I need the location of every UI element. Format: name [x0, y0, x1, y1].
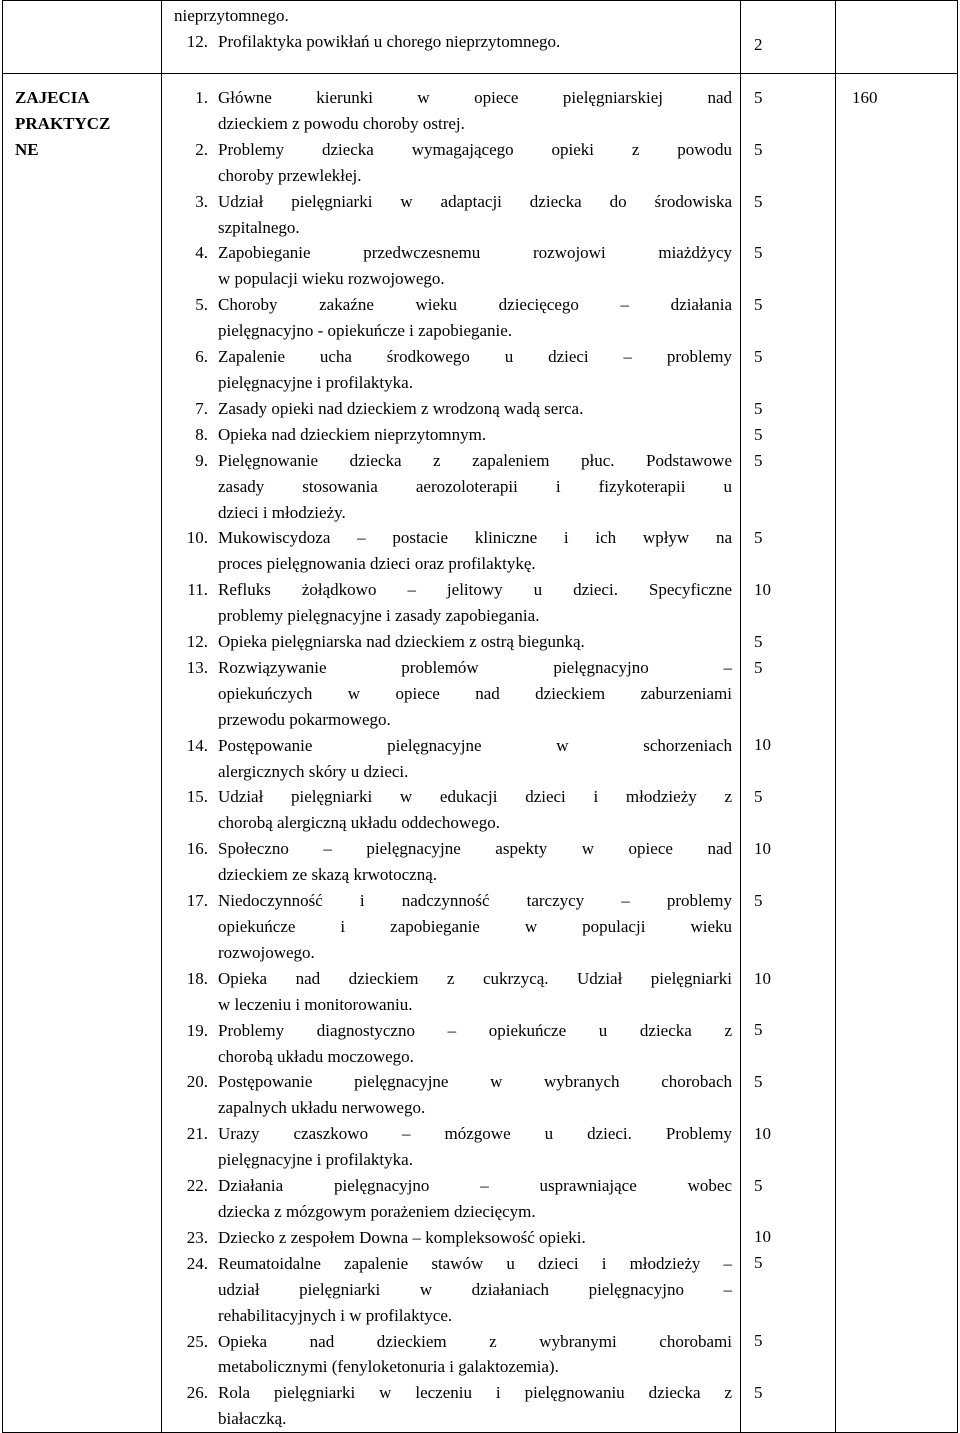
list-item	[172, 1173, 732, 1225]
item-number: 24.	[186, 1253, 208, 1273]
item-text	[218, 888, 732, 966]
item-hours: 5	[754, 1382, 763, 1402]
item-text	[218, 1121, 732, 1173]
item-hours: 5	[754, 787, 763, 807]
item-number: 21.	[186, 1124, 208, 1144]
item-number: 4.	[195, 243, 208, 263]
item-number: 19.	[186, 1020, 208, 1040]
list-item	[172, 1018, 732, 1070]
item-hours: 5	[754, 424, 763, 444]
item-text-line: Opieka nad dzieckiem nieprzytomnym.	[218, 424, 487, 444]
item-hours: 5	[754, 1072, 763, 1092]
list-item	[172, 344, 732, 396]
item-text-line: Udział pielęgniarki w edukacji dzieci i młodzieży z	[218, 787, 732, 807]
list-item	[172, 577, 732, 629]
item-text	[218, 1173, 732, 1225]
item-text	[218, 137, 732, 189]
table-row-section	[3, 74, 958, 1433]
item-text-line: Zasady opieki nad dzieckiem z wrodzoną wadą serca.	[218, 398, 584, 418]
item-text-line: Główne kierunki w opiece pielęgniarskiej nad	[218, 88, 732, 107]
item-hours: 5	[754, 1331, 763, 1351]
item-text	[218, 629, 732, 655]
list-item	[172, 29, 732, 55]
item-text-line: opiekuńczych w opiece nad dzieckiem zaburzeniami	[218, 683, 732, 703]
item-number: 1.	[195, 88, 208, 107]
list-item	[172, 1225, 732, 1251]
item-text-line: Opieka nad dzieckiem z cukrzycą. Udział pielęgniarki	[218, 968, 732, 988]
item-number: 23.	[186, 1227, 208, 1247]
item-text-line: zasady stosowania aerozoloterapii i fizykoterapii u	[218, 476, 732, 496]
item-text-line: dzieckiem ze skazą krwotoczną.	[218, 865, 437, 885]
item-text-line: Postępowanie pielęgnacyjne w wybranych chorobach	[218, 1072, 732, 1092]
item-text-line: rehabilitacyjnych i w profilaktyce.	[218, 1305, 453, 1325]
item-text-line: Urazy czaszkowo – mózgowe u dzieci. Problemy	[218, 1124, 732, 1144]
item-number: 18.	[186, 968, 208, 988]
item-text-line: białaczką.	[218, 1409, 287, 1429]
item-number: 7.	[195, 398, 208, 418]
item-text	[218, 784, 732, 836]
list-item	[172, 292, 732, 344]
item-text-line: udział pielęgniarki w działaniach pielęgnacyjno –	[218, 1279, 732, 1299]
list-item	[172, 1329, 732, 1381]
list-item	[172, 422, 732, 448]
item-text-line: dzieci i młodzieży.	[218, 502, 346, 522]
list-item	[172, 784, 732, 836]
item-number: 14.	[186, 735, 208, 755]
item-hours: 5	[754, 295, 763, 315]
item-hours: 5	[754, 528, 763, 548]
item-number: 8.	[195, 424, 208, 444]
item-hours: 10	[754, 580, 771, 600]
item-text-line: w populacji wieku rozwojowego.	[218, 269, 445, 289]
item-text	[218, 525, 732, 577]
item-text-line: Refluks żołądkowo – jelitowy u dzieci. Specyficzne	[218, 580, 732, 600]
item-number: 12.	[186, 31, 208, 51]
item-text-line: Pielęgnowanie dziecka z zapaleniem płuc. Podstawowe	[218, 450, 732, 470]
item-text-line: choroby przewlekłej.	[218, 165, 362, 185]
list-item	[172, 1121, 732, 1173]
item-hours: 2	[754, 35, 763, 54]
item-hours: 5	[754, 398, 763, 418]
item-text	[218, 85, 732, 137]
item-hours: 10	[754, 735, 771, 755]
item-text-line: Dziecko z zespołem Downa – kompleksowość opieki.	[218, 1227, 586, 1247]
item-text	[218, 966, 732, 1018]
topics-cell-top	[162, 1, 741, 74]
list-item	[172, 448, 732, 526]
table-row-top	[3, 1, 958, 74]
item-text-line: problemy pielęgnacyjne i zasady zapobiegania.	[218, 606, 540, 626]
item-text-line: rozwojowego.	[218, 942, 315, 962]
list-item	[172, 137, 732, 189]
item-text	[218, 655, 732, 733]
topics-cell	[162, 74, 741, 1433]
item-text	[218, 1329, 732, 1381]
item-text	[218, 396, 732, 422]
item-number: 3.	[195, 191, 208, 211]
item-text-line: Problemy diagnostyczno – opiekuńcze u dziecka z	[218, 1020, 732, 1040]
list-item	[172, 629, 732, 655]
item-text	[218, 1018, 732, 1070]
item-number: 17.	[186, 891, 208, 911]
item-text: Profilaktyka powikłań u chorego nieprzytomnego.	[218, 31, 561, 51]
hours-cell-top	[741, 1, 836, 74]
syllabus-table	[2, 0, 958, 1433]
item-hours: 5	[754, 1020, 763, 1040]
item-number: 6.	[195, 347, 208, 367]
item-text-line: Opieka nad dzieckiem z wybranymi chorobami	[218, 1331, 732, 1351]
list-item	[172, 525, 732, 577]
item-text-line: Opieka pielęgniarska nad dzieckiem z ostrą biegunką.	[218, 632, 585, 652]
item-text-line: przewodu pokarmowego.	[218, 709, 391, 729]
list-item	[172, 836, 732, 888]
list-item	[172, 733, 732, 785]
item-text-line: Społeczno – pielęgnacyjne aspekty w opiece nad	[218, 839, 732, 859]
item-text-line: szpitalnego.	[218, 217, 300, 237]
item-number: 25.	[186, 1331, 208, 1351]
item-hours: 10	[754, 1123, 771, 1143]
item-text-line: pielęgnacyjne i profilaktyka.	[218, 1150, 413, 1170]
item-number: 13.	[186, 657, 208, 677]
item-text-line: pielęgnacyjno - opiekuńcze i zapobieganie.	[218, 321, 513, 341]
total-cell-empty	[836, 1, 958, 74]
item-hours: 5	[754, 450, 763, 470]
item-hours: 5	[754, 890, 763, 910]
item-text-line: w leczeniu i monitorowaniu.	[218, 994, 413, 1014]
item-hours: 5	[754, 139, 763, 159]
item-text	[218, 189, 732, 241]
item-text-line: Niedoczynność i nadczynność tarczycy – problemy	[218, 891, 732, 911]
item-hours: 10	[754, 839, 771, 859]
item-text	[218, 448, 732, 526]
item-text-line: zapalnych układu nerwowego.	[218, 1098, 426, 1118]
item-text-line: chorobą alergiczną układu oddechowego.	[218, 813, 500, 833]
item-text-line: chorobą układu moczowego.	[218, 1046, 414, 1066]
list-item	[172, 966, 732, 1018]
item-text	[218, 240, 732, 292]
list-item	[172, 240, 732, 292]
item-text	[218, 577, 732, 629]
item-text	[218, 1069, 732, 1121]
item-text-line: Reumatoidalne zapalenie stawów u dzieci i młodzieży –	[218, 1253, 732, 1273]
item-hours: 5	[754, 657, 763, 677]
item-hours: 5	[754, 1175, 763, 1195]
item-text	[218, 1251, 732, 1329]
continuation-text: nieprzytomnego.	[174, 6, 289, 25]
item-hours: 5	[754, 88, 763, 107]
item-text-line: opiekuńcze i zapobieganie w populacji wieku	[218, 917, 732, 936]
item-text-line: Problemy dziecka wymagającego opieki z powodu	[218, 139, 732, 159]
list-item	[172, 1251, 732, 1329]
item-text-line: metabolicznymi (fenyloketonuria i galaktozemia).	[218, 1357, 559, 1377]
item-number: 11.	[187, 580, 208, 600]
item-number: 5.	[195, 295, 208, 315]
item-number: 26.	[186, 1383, 208, 1403]
category-cell	[3, 74, 162, 1433]
item-number: 2.	[195, 139, 208, 159]
item-hours: 10	[754, 1227, 771, 1247]
item-text-line: Zapalenie ucha środkowego u dzieci – problemy	[218, 347, 732, 367]
item-number: 9.	[195, 450, 208, 470]
item-number: 20.	[186, 1072, 208, 1092]
item-hours: 5	[754, 631, 763, 651]
item-number: 10.	[186, 528, 208, 548]
item-text	[218, 733, 732, 785]
item-text-line: pielęgnacyjne i profilaktyka.	[218, 372, 413, 392]
item-text	[218, 836, 732, 888]
item-text-line: dziecka z mózgowym porażeniem dziecięcym.	[218, 1201, 536, 1221]
item-hours: 5	[754, 243, 763, 263]
item-text	[218, 1225, 732, 1251]
item-number: 16.	[186, 839, 208, 859]
item-hours: 5	[754, 1253, 763, 1273]
item-hours: 5	[754, 346, 763, 366]
item-text-line: Postępowanie pielęgnacyjne w schorzeniach	[218, 735, 732, 755]
item-text-line: Działania pielęgnacyjno – usprawniające wobec	[218, 1176, 732, 1196]
total-hours-cell	[836, 74, 958, 1433]
item-text-line: alergicznych skóry u dzieci.	[218, 761, 409, 781]
item-text-line: dzieckiem z powodu choroby ostrej.	[218, 113, 465, 133]
item-hours: 5	[754, 191, 763, 211]
total-hours: 160	[852, 88, 878, 107]
list-item	[172, 396, 732, 422]
item-text-line: Mukowiscydoza – postacie kliniczne i ich wpływ na	[218, 528, 732, 548]
item-number: 15.	[186, 787, 208, 807]
item-text-line: Rozwiązywanie problemów pielęgnacyjno –	[218, 657, 732, 677]
item-text-line: Zapobieganie przedwczesnemu rozwojowi miażdżycy	[218, 243, 732, 263]
item-text-line: Choroby zakaźne wieku dziecięcego – działania	[218, 295, 732, 315]
item-text	[218, 292, 732, 344]
list-item	[172, 888, 732, 966]
list-item	[172, 1069, 732, 1121]
item-text-line: proces pielęgnowania dzieci oraz profilaktykę.	[218, 554, 536, 574]
item-number: 12.	[186, 632, 208, 652]
category-label: ZAJECIA PRAKTYCZ NE	[15, 88, 111, 159]
item-text	[218, 422, 732, 448]
list-item	[172, 1380, 732, 1432]
item-text	[218, 1380, 732, 1432]
hours-cell	[741, 74, 836, 1433]
item-text-line: Udział pielęgniarki w adaptacji dziecka do środowiska	[218, 191, 732, 211]
item-text	[218, 344, 732, 396]
list-item	[172, 655, 732, 733]
item-hours: 10	[754, 968, 771, 988]
item-number: 22.	[186, 1176, 208, 1196]
list-item	[172, 85, 732, 137]
list-item	[172, 189, 732, 241]
item-text-line: Rola pielęgniarki w leczeniu i pielęgnowaniu dziecka z	[218, 1383, 732, 1403]
